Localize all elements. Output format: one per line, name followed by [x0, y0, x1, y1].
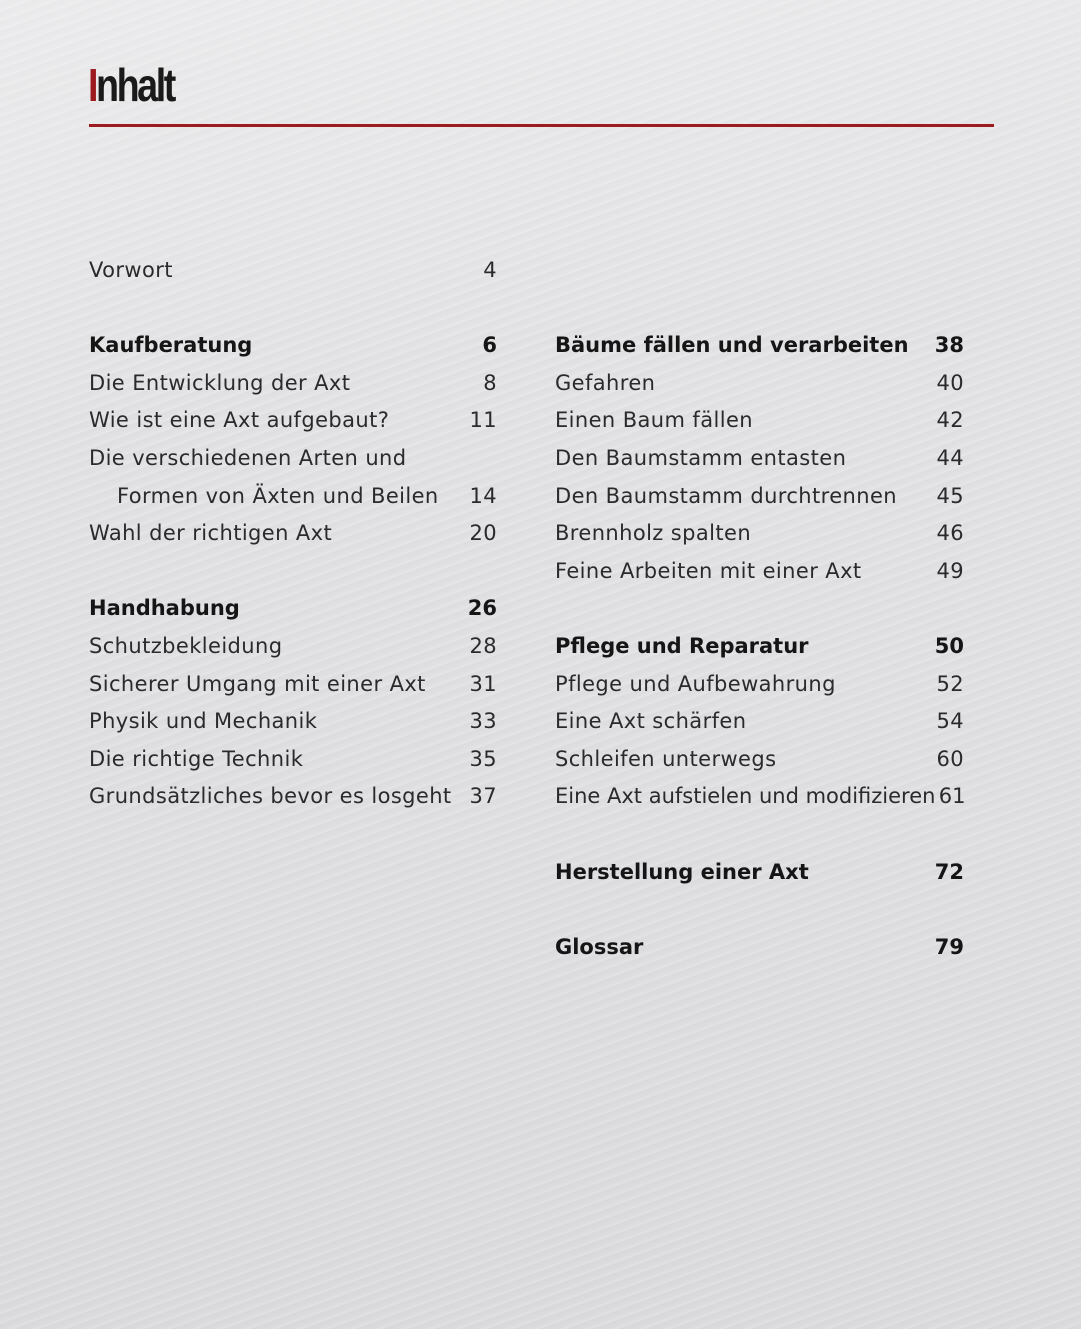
- toc-entry[interactable]: [555, 365, 964, 403]
- toc-entry-label: Formen von Äxten und Beilen: [117, 483, 439, 508]
- toc-entry-label: Den Baumstamm durchtrennen: [555, 483, 897, 508]
- toc-entry[interactable]: [89, 440, 497, 478]
- toc-entry[interactable]: [555, 553, 964, 591]
- toc-section-label: Pflege und Reparatur: [555, 633, 809, 658]
- toc-entry[interactable]: [555, 666, 964, 704]
- toc-section-page: 26: [467, 596, 497, 621]
- toc-entry[interactable]: [555, 778, 964, 816]
- toc-entry-label: Wie ist eine Axt aufgebaut?: [89, 408, 390, 433]
- toc-entry-label: Die Entwicklung der Axt: [89, 370, 351, 395]
- toc-entry-label: Den Baumstamm entasten: [555, 445, 847, 470]
- toc-entry[interactable]: [89, 365, 497, 403]
- spacer: [555, 816, 964, 854]
- toc-entry-label: Physik und Mechanik: [89, 709, 318, 734]
- title-rule: [89, 124, 994, 127]
- toc-entry-label: Pflege und Aufbewahrung: [555, 671, 836, 696]
- toc-entry-label: Schutzbekleidung: [89, 633, 283, 658]
- toc-entry-vorwort[interactable]: [89, 252, 497, 290]
- toc-entry-label: Eine Axt schärfen: [555, 709, 747, 734]
- toc-entry-label: Gefahren: [555, 370, 656, 395]
- toc-section-baeume[interactable]: [555, 327, 964, 365]
- toc-entry-page: 35: [469, 746, 497, 771]
- toc-entry-label: Die verschiedenen Arten und: [89, 445, 407, 470]
- toc-entry-page: 20: [469, 521, 497, 546]
- toc-entry-page: 40: [936, 370, 964, 395]
- toc-entry[interactable]: [555, 440, 964, 478]
- toc-section-label: Kaufberatung: [89, 333, 253, 358]
- toc-entry[interactable]: [555, 741, 964, 779]
- toc-entry-label: Eine Axt aufstielen und modifizieren: [555, 784, 936, 809]
- toc-entry-page: 45: [936, 483, 964, 508]
- toc-entry-page: 31: [469, 671, 497, 696]
- toc-entry-label: Einen Baum fällen: [555, 408, 753, 433]
- toc-entry-page: 49: [936, 558, 964, 583]
- toc-entry[interactable]: [89, 628, 497, 666]
- toc-entry[interactable]: [555, 703, 964, 741]
- toc-entry-page: 44: [936, 445, 964, 470]
- spacer: [89, 290, 497, 328]
- toc-entry-label: Die richtige Technik: [89, 746, 304, 771]
- toc-entry-label: Wahl der richtigen Axt: [89, 521, 333, 546]
- toc-entry-page: 28: [469, 633, 497, 658]
- toc-entry[interactable]: [89, 666, 497, 704]
- toc-entry-label: Feine Arbeiten mit einer Axt: [555, 558, 862, 583]
- toc-entry[interactable]: [555, 515, 964, 553]
- toc-entry-page: 54: [936, 709, 964, 734]
- toc-section-page: 6: [482, 333, 497, 358]
- spacer: [555, 290, 964, 328]
- toc-entry-page: 52: [936, 671, 964, 696]
- toc-entry-page: 37: [469, 784, 497, 809]
- title-rest: nhalt: [96, 59, 174, 111]
- toc-section-page: 50: [934, 633, 964, 658]
- toc-section-page: 72: [934, 859, 964, 884]
- toc-entry[interactable]: [555, 478, 964, 516]
- toc-entry-label: Vorwort: [89, 258, 173, 282]
- toc-entry[interactable]: [89, 778, 497, 816]
- toc-section-kaufberatung[interactable]: [89, 327, 497, 365]
- toc-entry-page: 33: [469, 709, 497, 734]
- toc-entry[interactable]: [89, 741, 497, 779]
- toc-entry[interactable]: [89, 402, 497, 440]
- toc-section-label: Bäume fällen und verarbeiten: [555, 333, 909, 358]
- toc-section-page: 79: [934, 934, 964, 959]
- toc-section-label: Handhabung: [89, 596, 240, 621]
- toc-entry-page: 11: [469, 408, 497, 433]
- toc-entry-page: 46: [936, 521, 964, 546]
- toc-entry-page: 14: [469, 483, 497, 508]
- toc-section-handhabung[interactable]: [89, 590, 497, 628]
- toc-entry-label: Schleifen unterwegs: [555, 746, 777, 771]
- spacer: [555, 891, 964, 929]
- toc-entry[interactable]: [89, 703, 497, 741]
- spacer: [555, 252, 964, 290]
- toc-entry-page: 4: [483, 258, 497, 282]
- toc-entry[interactable]: [89, 515, 497, 553]
- toc-entry[interactable]: [89, 478, 497, 516]
- spacer: [555, 590, 964, 628]
- toc-section-label: Glossar: [555, 934, 644, 959]
- toc-right-column: [555, 252, 964, 966]
- title-initial: I: [88, 59, 97, 111]
- toc-entry-page: 8: [483, 370, 497, 395]
- toc-section-herstellung[interactable]: [555, 854, 964, 892]
- spacer: [89, 553, 497, 591]
- toc-section-label: Herstellung einer Axt: [555, 859, 809, 884]
- toc-entry[interactable]: [555, 402, 964, 440]
- toc-entry-page: 61: [938, 784, 966, 809]
- toc-entry-label: Grundsätzliches bevor es losgeht: [89, 784, 452, 809]
- toc-section-glossar[interactable]: [555, 929, 964, 967]
- toc-section-pflege[interactable]: [555, 628, 964, 666]
- toc-entry-page: 60: [936, 746, 964, 771]
- toc-entry-label: Brennholz spalten: [555, 521, 752, 546]
- page-title: [88, 59, 174, 111]
- toc-left-column: [89, 252, 497, 816]
- toc-section-page: 38: [934, 333, 964, 358]
- toc-entry-page: 42: [936, 408, 964, 433]
- toc-entry-label: Sicherer Umgang mit einer Axt: [89, 671, 426, 696]
